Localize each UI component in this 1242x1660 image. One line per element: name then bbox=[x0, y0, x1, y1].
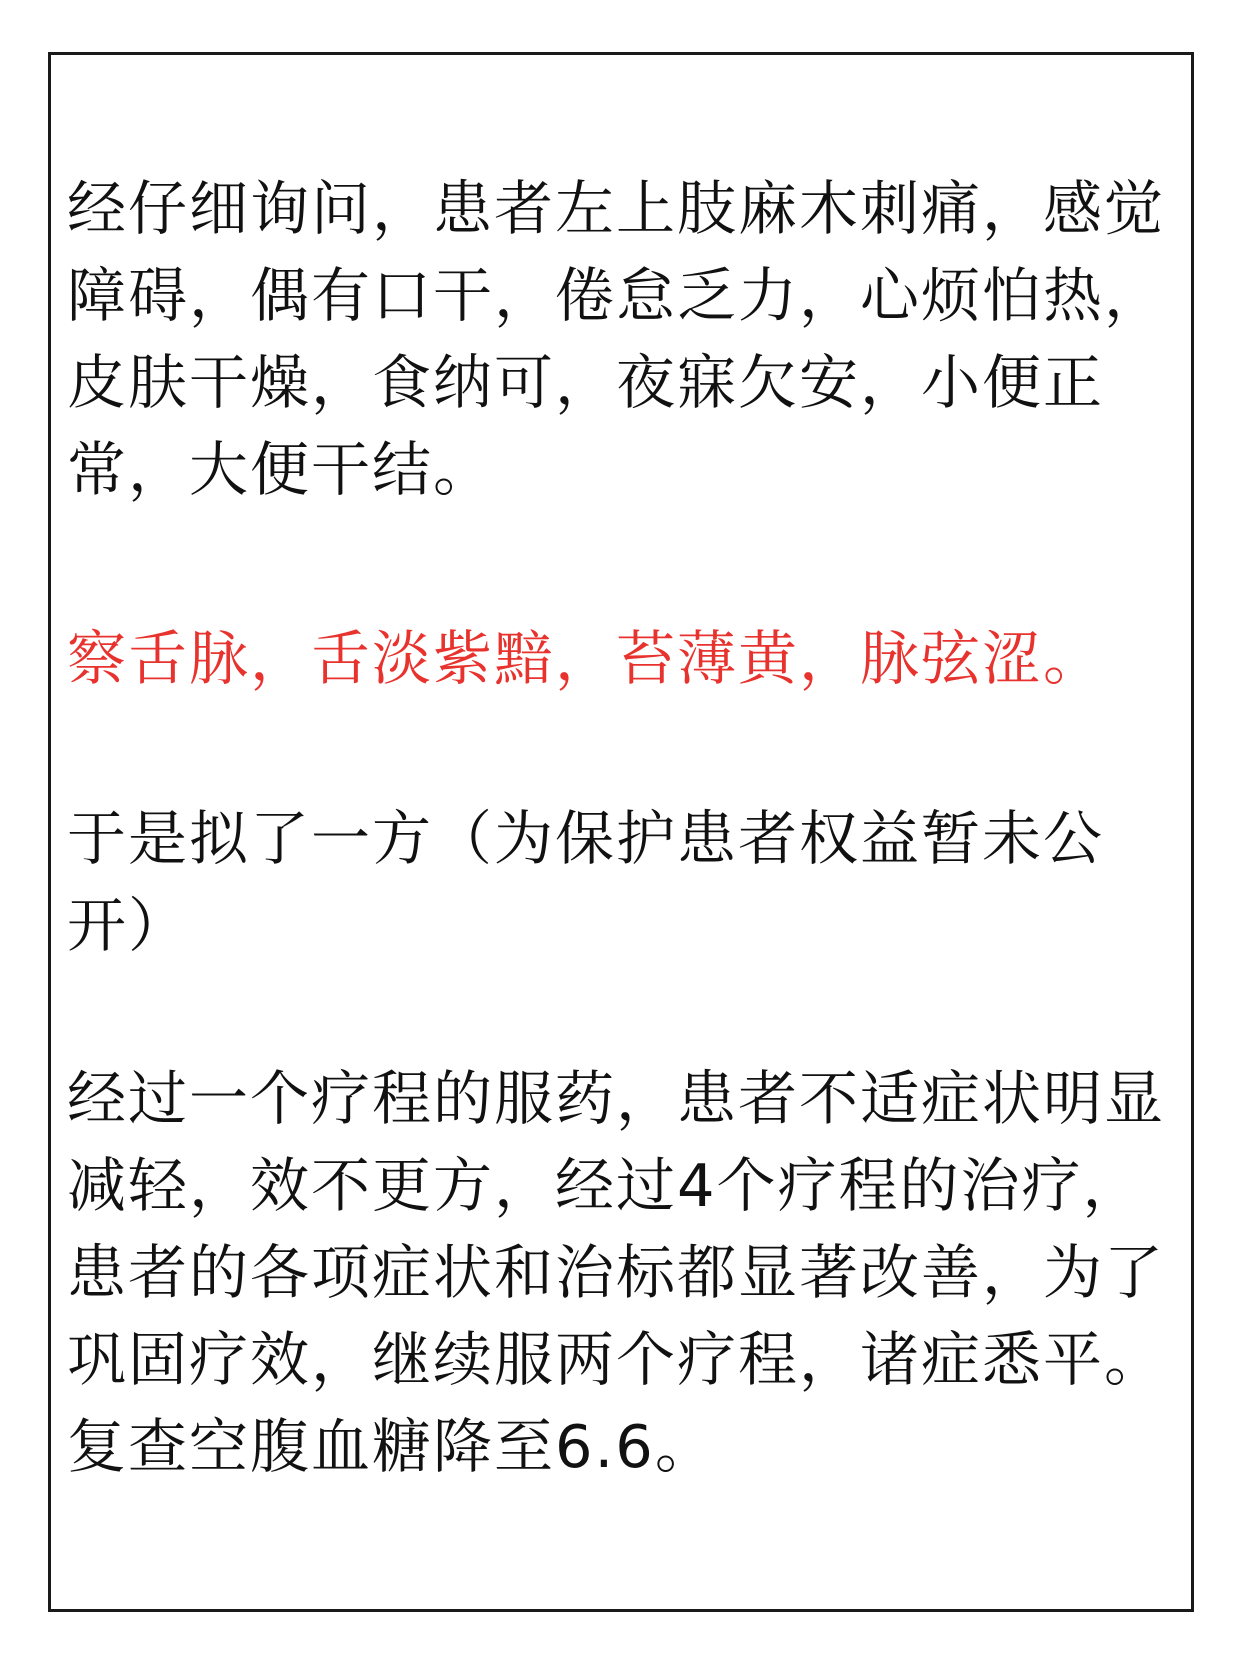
paragraph-tongue-pulse: 察舌脉，舌淡紫黯，苔薄黄，脉弦涩。 bbox=[67, 624, 1105, 693]
paragraph-symptoms: 经仔细询问，患者左上肢麻木刺痛，感觉障碍，偶有口干，倦怠乏力，心烦怕热，皮肤干燥，食纳可，夜寐欠安，小便正常，大便干结。 bbox=[67, 174, 1166, 504]
document-frame bbox=[48, 52, 1194, 1612]
paragraph-prescription: 于是拟了一方（为保护患者权益暂未公开） bbox=[67, 804, 1105, 960]
paragraph-outcome: 经过一个疗程的服药，患者不适症状明显减轻，效不更方，经过4个疗程的治疗，患者的各项症状和治标都显著改善，为了巩固疗效，继续服两个疗程，诸症悉平。复查空腹血糖降至6.6。 bbox=[67, 1064, 1166, 1481]
